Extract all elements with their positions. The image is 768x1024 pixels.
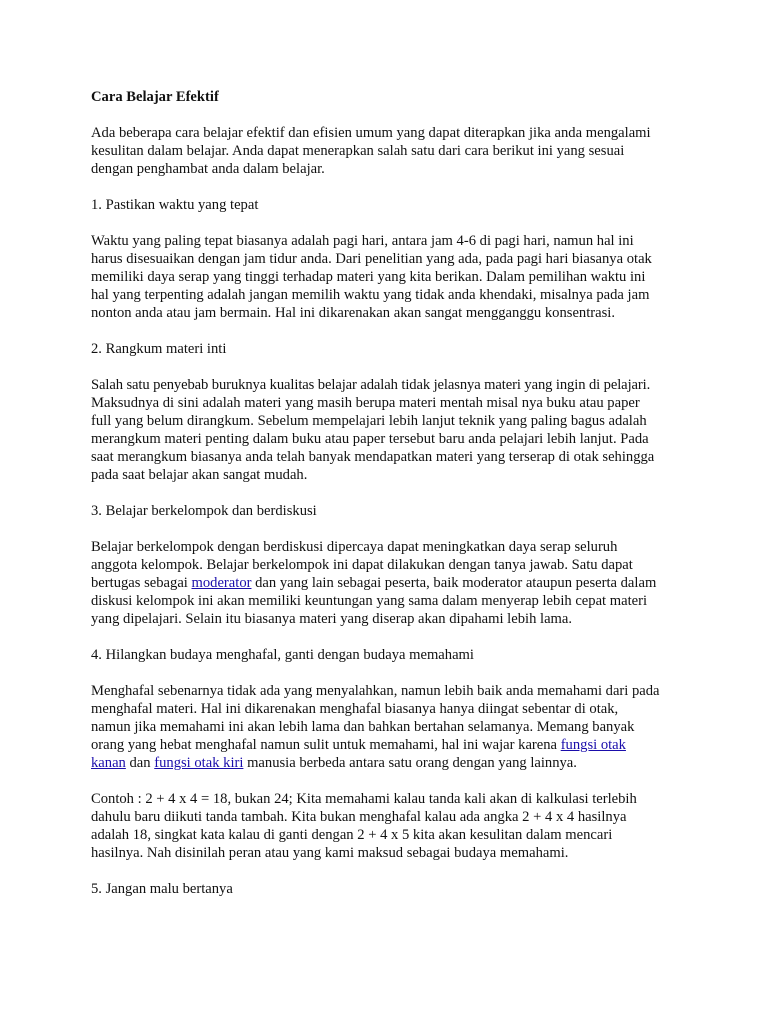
section-1-line: memiliki daya serap yang tinggi terhadap materi yang kita berikan. Dalam pemilihan waktu ini — [91, 269, 646, 285]
example-line: dahulu baru diikuti tanda tambah. Kita bukan menghafal kalau ada angka 2 + 4 x 4 hasilnya — [91, 809, 627, 825]
section-2-line: Maksudnya di sini adalah materi yang masih berupa materi mentah misal nya buku atau paper — [91, 395, 640, 411]
section-1-line: Waktu yang paling tepat biasanya adalah pagi hari, antara jam 4-6 di pagi hari, namun hal ini — [91, 233, 634, 249]
section-2-line: saat merangkum biasanya anda telah banyak mendapatkan materi yang terserap di otak sehingga — [91, 449, 655, 465]
section-4-line: menghafal materi. Hal ini dikarenakan menghafal biasanya hanya diingat sebentar di otak, — [91, 701, 619, 717]
section-4-line: namun jika memahami ini akan lebih lama dan bahkan bertahan selamanya. Memang banyak — [91, 719, 635, 735]
example-line: Contoh : 2 + 4 x 4 = 18, bukan 24; Kita memahami kalau tanda kali akan di kalkulasi terlebih — [91, 791, 637, 807]
section-2-line: merangkum materi penting dalam buku atau paper tersebut baru anda pelajari lebih lanjut. Pada — [91, 431, 649, 447]
intro-line: dengan penghambat anda dalam belajar. — [91, 161, 325, 177]
intro-paragraph — [91, 124, 711, 178]
moderator-link[interactable]: moderator — [191, 575, 252, 591]
section-2-line: full yang belum dirangkum. Sebelum mempelajari lebih lanjut teknik yang paling bagus adalah — [91, 413, 647, 429]
section-3-paragraph — [91, 538, 711, 628]
example-line: hasilnya. Nah disinilah peran atau yang kami maksud sebagai budaya memahami. — [91, 845, 569, 861]
section-4-line: Menghafal sebenarnya tidak ada yang menyalahkan, namun lebih baik anda memahami dari pada — [91, 683, 660, 699]
section-2-line: pada saat belajar akan sangat mudah. — [91, 467, 308, 483]
section-1-line: hal yang terpenting adalah jangan memilih waktu yang tidak anda khendaki, misalnya pada jam — [91, 287, 650, 303]
section-4-text: manusia berbeda antara satu orang dengan yang lainnya. — [243, 755, 577, 771]
document-page — [91, 88, 711, 916]
section-5-heading: 5. Jangan malu bertanya — [91, 881, 233, 897]
example-line: adalah 18, singkat kata kalau di ganti dengan 2 + 4 x 5 kita akan kesulitan dalam mencari — [91, 827, 613, 843]
section-1-line: nonton anda atau jam bermain. Hal ini dikarenakan akan sangat mengganggu konsentrasi. — [91, 305, 615, 321]
section-2-heading: 2. Rangkum materi inti — [91, 341, 227, 357]
section-4-text: orang yang hebat menghafal namun sulit untuk memahami, hal ini wajar karena — [91, 737, 561, 753]
section-2-line: Salah satu penyebab buruknya kualitas belajar adalah tidak jelasnya materi yang ingin di pelajari. — [91, 377, 651, 393]
section-1-line: harus disesuaikan dengan jam tidur anda. Dari penelitian yang ada, pada pagi hari biasanya otak — [91, 251, 652, 267]
example-paragraph — [91, 790, 711, 862]
fungsi-otak-kanan-link-continued[interactable]: kanan — [91, 755, 126, 771]
section-4-line — [91, 736, 711, 754]
fungsi-otak-kanan-link[interactable]: fungsi otak — [560, 737, 626, 753]
section-2-paragraph — [91, 376, 711, 484]
section-3-line: anggota kelompok. Belajar berkelompok ini dapat dilakukan dengan tanya jawab. Satu dapat — [91, 557, 633, 573]
section-3-heading: 3. Belajar berkelompok dan berdiskusi — [91, 503, 317, 519]
section-1-paragraph — [91, 232, 711, 322]
intro-line: kesulitan dalam belajar. Anda dapat menerapkan salah satu dari cara berikut ini yang sesuai — [91, 143, 625, 159]
document-title: Cara Belajar Efektif — [91, 89, 219, 105]
section-3-line — [91, 574, 711, 592]
section-3-line: yang dipelajari. Selain itu biasanya materi yang diserap akan dipahami lebih lama. — [91, 611, 573, 627]
section-3-text: dan yang lain sebagai peserta, baik moderator ataupun peserta dalam — [251, 575, 657, 591]
section-4-paragraph — [91, 682, 711, 772]
section-3-line: Belajar berkelompok dengan berdiskusi dipercaya dapat meningkatkan daya serap seluruh — [91, 539, 618, 555]
fungsi-otak-kiri-link[interactable]: fungsi otak kiri — [154, 755, 244, 771]
section-1-heading: 1. Pastikan waktu yang tepat — [91, 197, 259, 213]
section-3-line: diskusi kelompok ini akan memiliki keuntungan yang sama dalam menyerap lebih cepat materi — [91, 593, 648, 609]
section-4-text: dan — [125, 755, 155, 771]
section-4-heading: 4. Hilangkan budaya menghafal, ganti dengan budaya memahami — [91, 647, 474, 663]
section-3-text: bertugas sebagai — [91, 575, 192, 591]
intro-line: Ada beberapa cara belajar efektif dan efisien umum yang dapat diterapkan jika anda mengalami — [91, 125, 651, 141]
section-4-line — [91, 754, 711, 772]
